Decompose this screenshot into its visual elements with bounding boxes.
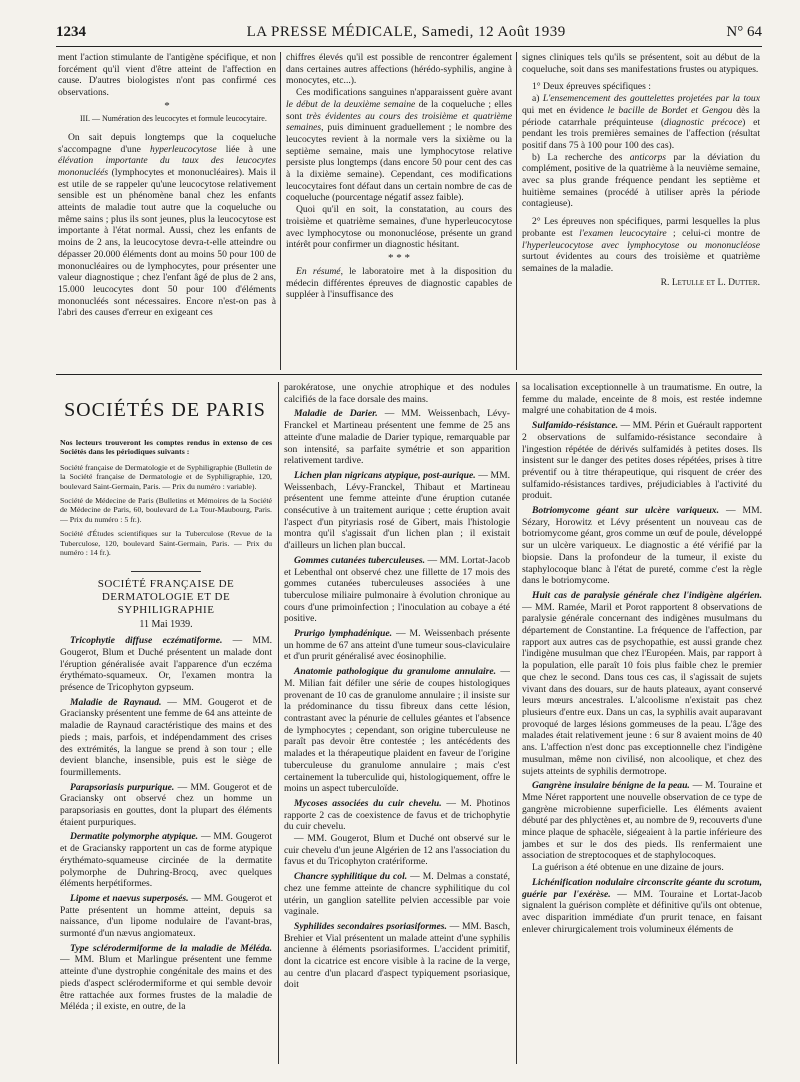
report-entry <box>284 666 510 795</box>
session-date: 11 Mai 1939. <box>139 619 193 631</box>
entry-title: Syphilides secondaires psoriasiformes. <box>294 920 447 932</box>
report-entry <box>60 782 272 829</box>
entry-title: Gommes cutanées tuberculeuses. <box>294 554 426 566</box>
report-entry <box>284 555 510 625</box>
entry-title: Maladie de Darier. <box>294 408 378 420</box>
entry-title: Anatomie pathologique du granulome annulaire. <box>294 666 497 678</box>
entry-title: Tricophytie diffuse eczématiforme. <box>70 635 223 647</box>
society-listing: Société française de Dermatologie et de Syphiligraphie (Bulletin de la Société française de Dermatologie et de Syphiligraphie, 120, boulevard Saint-Germain, Paris. — Prix du numéro : variable). <box>60 462 272 491</box>
report-entry <box>284 921 510 991</box>
bottom-column-2 <box>284 382 510 1064</box>
text-run: On sait depuis longtemps que la coqueluche s'accompagne d'une <box>58 131 276 155</box>
report-entry <box>284 628 510 663</box>
report-entry <box>522 420 762 502</box>
section-banner: SOCIÉTÉS DE PARIS <box>64 399 266 421</box>
text-run: liée à une <box>216 143 276 155</box>
paragraph: signes cliniques tels qu'ils se présentent, soit au début de la coqueluche, soit dans ses manifestations frustes ou atypiques. <box>522 52 760 75</box>
section-heading: III. — Numération des leucocytes et formule leucocytaire. <box>80 113 267 123</box>
page-header <box>56 24 762 47</box>
report-entry <box>522 590 762 777</box>
entry-text: — MM. Basch, Brehier et Vial présentent un malade atteint d'une syphilis ancienne à éléments psoriasiformes. L'accident primitif, dont la cicatrice est encore visible à la racine de la verge, au centre d'un placard d'aspect typiquement psoriasique, doit <box>284 920 510 991</box>
entry-title: Dermatite polymorphe atypique. <box>70 831 199 843</box>
paragraph: ment l'action stimulante de l'antigène spécifique, et non forcément qu'il vient d'être atteint de l'affection en cause. D'autres biologistes n'ont pas confirmé ces observations. <box>58 52 276 99</box>
column-rule <box>516 52 517 370</box>
text-run: a) <box>532 93 543 105</box>
entry-title: Gangrène insulaire bénigne de la peau. <box>532 780 690 792</box>
report-entry <box>522 780 762 862</box>
text-run: par la déviation du complément, positive de la quatrième à la neuvième semaine, avec sa plus grande fréquence pendant les septième et huitième semaines (procédé à utiliser après la période contagieuse). <box>522 151 760 210</box>
paragraph: chiffres élevés qu'il est possible de rencontrer également dans certaines autres affections (hérédo-syphilis, angine à monocytes, etc...). <box>286 52 512 87</box>
report-entry <box>60 831 272 890</box>
entry-text: — MM. Sézary, Horowitz et Lévy présentent un nouveau cas de botriomycome géant, gros comme un œuf de poule, développé sur un ulcère variqueux. Le diagnostic a été vérifié par la biopsie. Dans la profondeur de la tumeur, il existe du staphylocoque blanc à l'état de pureté, comme c'est la règle dans le botriomycome. <box>522 505 762 587</box>
report-entry <box>522 877 762 936</box>
entry-text: — MM. Gougerot et de Graciansky présentent une femme de 64 ans atteinte de maladie de Raynaud caractéristique des mains et des pieds ; mais, parfois, et indépendamment des crises des extrémités, la langue se prend à son tour ; elle devient blanche, insensible, puis est le siège de fourmillements. <box>60 696 272 778</box>
entry-text: — MM. Weissenbach, Lévy-Franckel et Martineau présentent une femme de 25 ans atteinte d'une maladie de Darier typique, remarquable par son intensité, sa parfaite symétrie et son apparition relativement tardive. <box>284 408 510 467</box>
report-entry <box>522 505 762 587</box>
entry-text: — M. Weissenbach présente un homme de 67 ans atteint d'une tumeur sous-claviculaire et d'un prurit généralisé avec éosinophilie. <box>284 628 510 663</box>
text-run: dès la période catarrhale préquinteuse ( <box>522 104 760 128</box>
entry-text: — M. Delmas a constaté, chez une femme atteinte de chancre syphilitique du col utérin, un ganglion satellite pelvien accessible par voie vaginale. <box>284 871 510 918</box>
text-run: l'hyperleucocytose avec lymphocytose ou mononucléose <box>522 239 760 251</box>
entry-title: Lichen plan nigricans atypique, post-aurique. <box>294 469 476 481</box>
report-entry <box>60 893 272 940</box>
separator-stars: * * * <box>388 251 410 264</box>
paragraph <box>522 93 760 152</box>
text-run: hyperleucocytose <box>150 143 217 155</box>
intro-note: Nos lecteurs trouveront les comptes rendus in extenso de ces Sociétés dans les périodiques suivants : <box>60 438 272 457</box>
text-run: L'ensemencement des gouttelettes projetées par la toux <box>542 93 760 105</box>
paragraph <box>58 132 276 319</box>
entry-text: — MM. Gougerot et de Graciansky rapportent un cas de forme atypique érythémato-squameuse circinée de la dermatite polymorphe de Duhring-Brocq, avec quelques éléments herpétiformes. <box>60 831 272 890</box>
report-entry <box>284 408 510 467</box>
text-run: de la coqueluche ; elles sont <box>286 98 512 122</box>
text-run: diagnostic précoce <box>664 116 743 128</box>
text-run: (lymphocytes et mononucléaires). Mais il est utile de se rappeler qu'une leucocytose relativement sensible est un phénomène banal chez les enfants atteints de maladie tout autre que la coqueluche ou même sains ; plus ils sont jeunes, plus la leucocytose est importante à l'état normal. Aussi, chez les enfants de moins de 2 ans, la leucocytose devra-t-elle atteindre ou dépasser 20.000 éléments dont au moins 50 pour 100 de mononucléaires ou de lymphocytes, pour présenter une valeur diagnostique ; chez l'enfant âgé de plus de 2 ans, 15.000 leucocytes dont 50 pour 100 d'éléments mononucléés sont nécessaires. Encore n'est-on pas à l'abri des causes d'erreur en exigeant ces <box>58 166 276 319</box>
paragraph: parokératose, une onychie atrophique et des nodules calcifiés de la face dorsale des mains. <box>284 382 510 405</box>
entry-title: Lichénification nodulaire circonscrite géante du scrotum, guérie par l'exérèse. <box>522 876 762 900</box>
entry-title: Sulfamido-résistance. <box>532 420 619 432</box>
text-run: le bacille de Bordet et Gengou <box>607 104 733 116</box>
issue-date: Samedi, 12 Août 1939 <box>421 24 566 40</box>
entry-title: Chancre syphilitique du col. <box>294 871 408 883</box>
society-title: SOCIÉTÉ FRANÇAISE DE DERMATOLOGIE ET DE SYPHILIGRAPHIE <box>97 578 235 617</box>
report-entry <box>60 943 272 1013</box>
top-column-3 <box>522 52 760 370</box>
separator-star: * <box>164 99 170 112</box>
entry-title: Type sclérodermiforme de la maladie de Méléda. <box>70 942 272 954</box>
entry-title: Botriomycome géant sur ulcère variqueux. <box>532 505 719 517</box>
journal-name: LA PRESSE MÉDICALE, <box>246 24 418 40</box>
entry-title: Parapsoriasis purpurique. <box>70 781 175 793</box>
paragraph: 1° Deux épreuves spécifiques : <box>532 81 651 93</box>
column-rule <box>280 52 281 370</box>
society-listing: Société de Médecine de Paris (Bulletins et Mémoires de la Société de Médecine de Paris, 60, boulevard de La Tour-Maubourg, Paris. — Prix du numéro : 5 fr.). <box>60 496 272 524</box>
text-run: anticorps <box>629 151 666 163</box>
bottom-column-1 <box>60 438 272 1064</box>
entry-text: — MM. Weissenbach, Lévy-Franckel, Thibaut et Martineau présentent une femme atteinte d'une éruption cutanée consécutive à un traitement aurique ; cette éruption avait l'aspect d'un pityriasis rosé de Gibert, mais l'histologie montra qu'il s'agissait d'un lichen plan ; il existait d'ailleurs un lichen plan buccal. <box>284 469 510 552</box>
report-entry <box>284 798 510 833</box>
entry-text: — MM. Gougerot et Patte présentent un homme atteint, depuis sa naissance, d'un lipome nodulaire de l'avant-bras, surmonté d'un nævus angiomateux. <box>60 892 272 940</box>
column-rule <box>278 382 279 1064</box>
report-entry <box>60 635 272 694</box>
divider <box>131 571 201 572</box>
entry-text: — M. Milian fait défiler une série de coupes histologiques provenant de 10 cas de granulome annulaire ; il insiste sur la prédominance du tissu fibreux dans cette lésion, contrastant avec la pénurie de cellules géantes et l'absence de lymphocytes ; cependant, son origine tuberculeuse ne paraît pas devoir être contestée ; les antécédents des malades et la thérapeutique plaident en faveur de l'origine tuberculeuse du granulome annulaire ; mais c'est certainement la tuberculide qui, histologiquement, offre le moins un aspect tuberculoïde. <box>284 666 510 795</box>
section-divider <box>56 374 762 375</box>
report-entry <box>284 470 510 552</box>
text-run: , le laboratoire met à la disposition du médecin différentes épreuves de diagnostic capables de suppléer à l'insuffisance des <box>286 265 512 301</box>
journal-title <box>247 24 566 41</box>
entry-title: Mycoses associées du cuir chevelu. <box>294 797 442 809</box>
paragraph: sa localisation exceptionnelle à un traumatisme. En outre, la femme du malade, enceinte de 8 mois, est restée indemne malgré une cohabitation de 4 mois. <box>522 382 762 417</box>
text-run: 2° Les épreuves non spécifiques, parmi lesquelles la plus probante est <box>522 216 760 239</box>
entry-text: — M. Photinos rapporte 2 cas de coexistence de favus et de trichophytie du cuir chevelu. <box>284 797 510 833</box>
entry-text: — MM. Touraine et Lortat-Jacob signalent la guérison complète et définitive qu'ils ont obtenue, avec disparition immédiate d'un prurit tenace, en faisant enlever chirurgicalement trois volumineux éléments de <box>522 888 762 935</box>
report-entry: — MM. Gougerot, Blum et Duché ont observé sur le cuir chevelu d'un jeune Algérien de 12 ans l'association du favus et du Tricophyton cratériforme. <box>284 833 510 868</box>
text-run: ; celui-ci montre de <box>666 227 760 239</box>
text-run: b) La recherche des <box>532 151 630 163</box>
entry-text: — MM. Ramée, Maril et Porot rapportent 8 observations de paralysie générale concernant des indigènes musulmans du département de Constantine. La fréquence de l'affection, par rapport aux autres cas de psychopathie, est aussi grande chez l'indigène musulman que chez l'Européen. Mais, par rapport à la population, elle paraît 10 fois plus faible chez le premier que chez le second. Dans tous ces cas, il s'agissait de sujets vivant dans des douars, sur de hauts plateaux, ayant conservé leurs mœurs ancestrales. L'alcoolisme n'existait pas chez plusieurs d'entre eux. Dans un cas, la syphilis avait auparavant provoqué de larges lésions gommeuses de la peau. L'âge des malades était relativement jeune : 6 sur 8 avaient moins de 40 ans. L'affection n'est donc pas exceptionnelle chez l'indigène musulman, même non civilisé, non alcoolique, et chez des sujets atteints de syphilis dermotrope. <box>522 601 762 777</box>
paragraph <box>286 266 512 301</box>
text-run: l'examen leucocytaire <box>579 227 667 239</box>
entry-text: — MM. Gougerot, Blum et Duché présentent un malade dont l'éruption généralisée avait l'apparence d'un eczéma érythémato-squameux. Or, l'examen montra la présence de Tricophyton gypseum. <box>60 635 272 693</box>
top-column-2 <box>286 52 512 370</box>
entry-text: — MM. Blum et Marlingue présentent une femme atteinte d'une dystrophie congénitale des mains et des pieds d'aspect sclérodermiforme et qui semble devoir être rattachée aux formes frustes de la maladie de Méléda ; il existe, en outre, de la <box>60 954 272 1013</box>
issue-number: N° 64 <box>726 24 762 40</box>
text-run: très évidentes au cours des troisième et quatrième semaines <box>286 110 512 134</box>
entry-text: — MM. Périn et Guérault rapportent 2 observations de sulfamido-résistance secondaire à l'ingestion répétée de dérivés sulfamidés à petites doses. Ils insistent sur le danger des petites doses répétées, prises à titre préventif ou à titre thérapeutique, qui risquent de créer des sulfamido-résistances tardives, préjudiciables à l'activité du produit. <box>522 420 762 502</box>
paragraph <box>522 216 760 275</box>
text-run: qui met en évidence <box>522 104 608 116</box>
paragraph <box>522 152 760 211</box>
text-run: le début de la deuxième semaine <box>286 98 416 110</box>
society-listing: Société d'Études scientifiques sur la Tuberculose (Revue de la Tuberculose, 120, boulevard Saint-Germain, Paris. — Prix du numéro : 14 fr.). <box>60 529 272 558</box>
signature: R. Letulle et L. Dutter. <box>660 276 760 288</box>
entry-text: — MM. Gougerot et de Graciansky ont observé chez un homme un parapsoriasis en gouttes, dont la plupart des éléments étaient purpuriques. <box>60 781 272 828</box>
text-run: surtout évidentes au cours des troisième et quatrième semaines de la maladie. <box>522 251 760 274</box>
text-run: élévation importante du taux des leucocytes mononucléés <box>58 155 276 178</box>
page-number: 1234 <box>56 24 86 40</box>
report-entry: La guérison a été obtenue en une dizaine de jours. <box>532 862 724 874</box>
column-rule <box>516 382 517 1064</box>
report-entry <box>60 697 272 779</box>
text-run: En résumé <box>296 265 341 277</box>
entry-title: Huit cas de paralysie générale chez l'indigène algérien. <box>532 589 762 601</box>
paragraph: Quoi qu'il en soit, la constatation, au cours des troisième et quatrième semaines, d'une hyperleucocytose avec lymphocytose ou mononucléose, présente un grand intérêt pour confirmer un diagnostic hésitant. <box>286 204 512 251</box>
bottom-column-3 <box>522 382 762 1064</box>
paragraph <box>286 87 512 204</box>
top-column-1 <box>58 52 276 370</box>
entry-title: Maladie de Raynaud. <box>70 696 162 708</box>
report-entry <box>284 871 510 918</box>
text-run: , puis diminuent graduellement ; le nombre des leucocytes revient à la normale vers la sixième ou la septième semaine, mais une lymphocytose relative persiste plus longtemps (dans encore 50 pour cent des cas à la dixième semaine). Cependant, ces modifications leucocytaires font défaut dans un certain nombre de cas de coqueluche (pourcentage négatif assez faible). <box>286 122 512 204</box>
text-run: ) et pendant les trois premières semaines de l'affection (résultat positif dans 75 à 100 pour 100 des cas). <box>522 116 760 151</box>
entry-title: Lipome et naevus superposés. <box>70 892 189 904</box>
text-run: Ces modifications sanguines n'apparaissent guère avant <box>296 87 512 99</box>
entry-title: Prurigo lymphadénique. <box>294 628 393 640</box>
entry-text: — M. Touraine et Mme Néret rapportent une nouvelle observation de ce type de gangrène microbienne superficielle. Les éléments avaient débuté par des phlyctènes et, au nombre de 9, recouverts d'une mince plaque de sphacèle, siégeaient à la partie inférieure des jambes et sur le dos des pieds. Ils renfermaient une association de streptocoques et de staphylocoques. <box>522 780 762 862</box>
entry-text: — MM. Lortat-Jacob et Lebenthal ont observé chez une fillette de 17 mois des gommes cutanées tuberculeuses associées à une tuberculose miliaire pulmonaire à évolution chronique au cours d'une primoinfection ; l'inoculation au cobaye a été positive. <box>284 554 510 625</box>
